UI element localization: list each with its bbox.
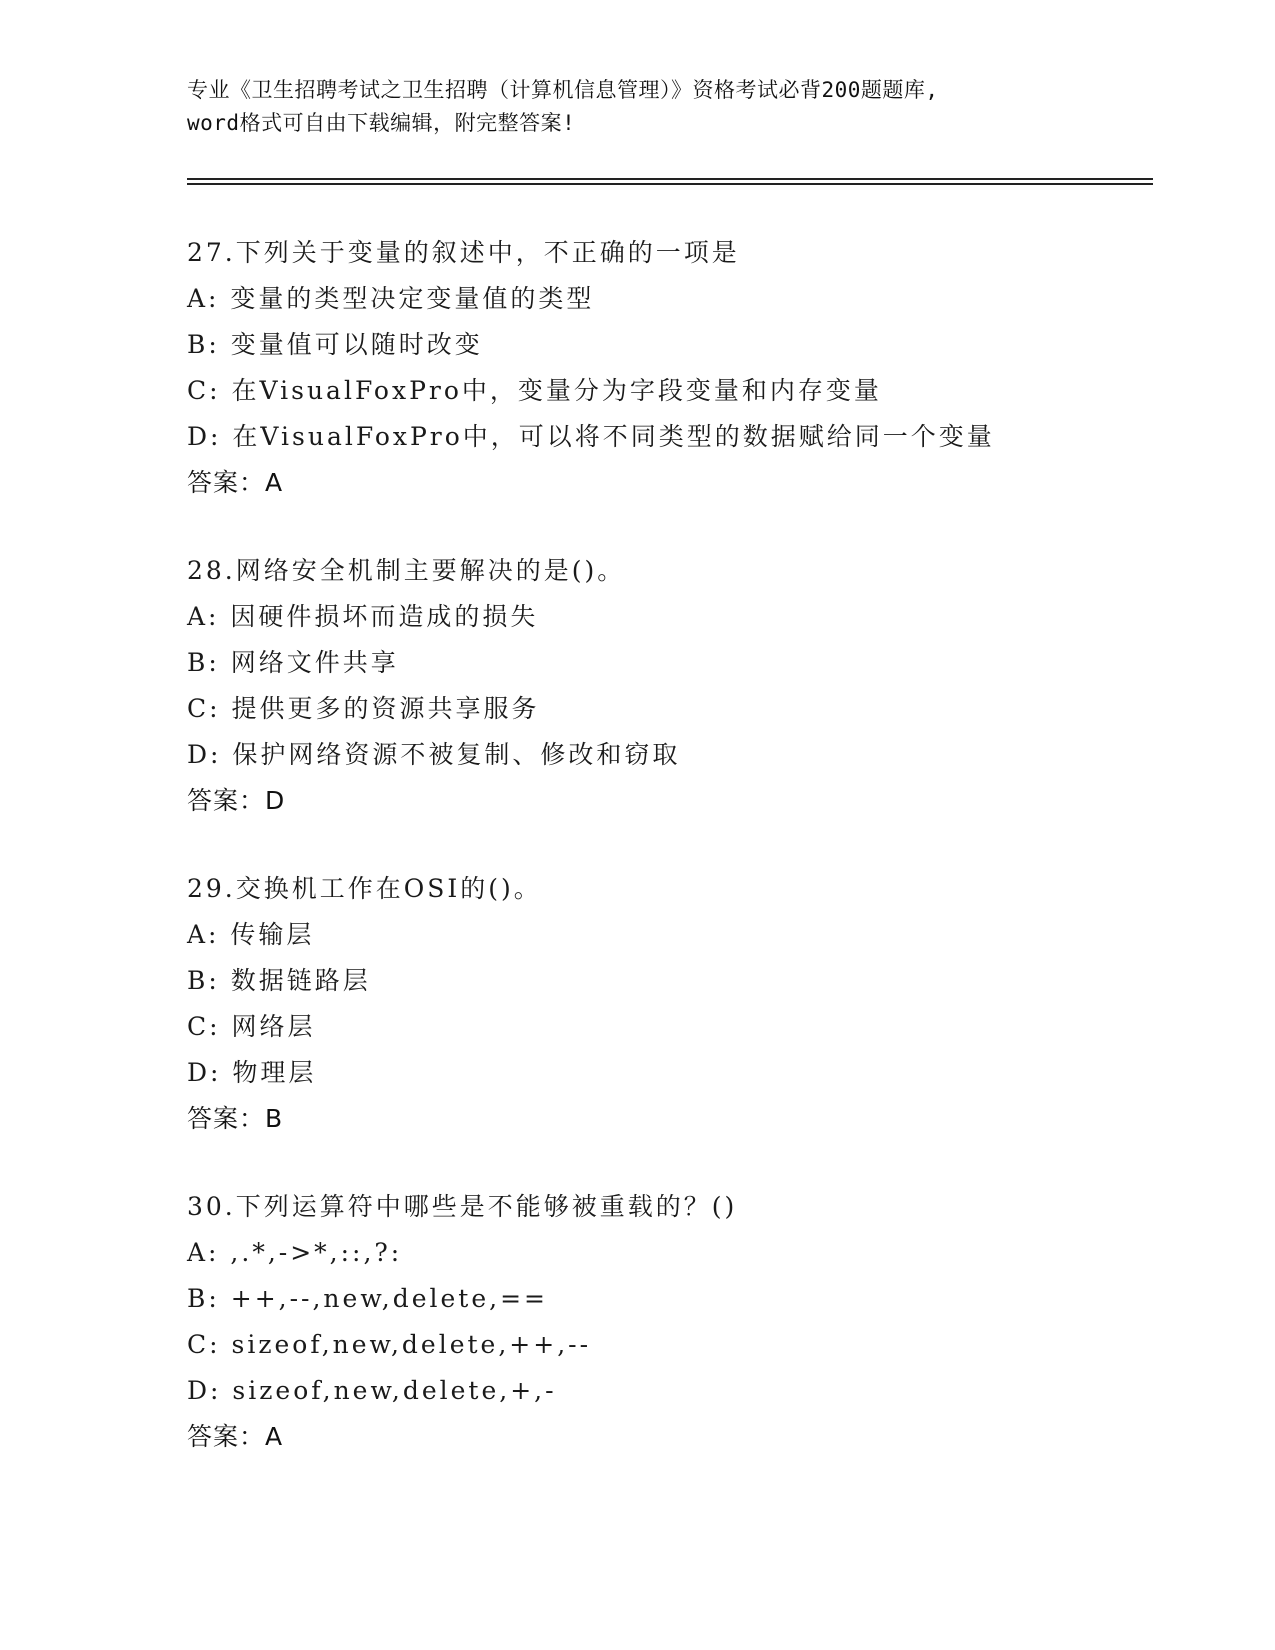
question-title: 30.下列运算符中哪些是不能够被重载的？()	[187, 1192, 738, 1221]
header-divider-bottom	[187, 183, 1153, 185]
option-a: A: 因硬件损坏而造成的损失	[187, 602, 539, 631]
header-line-2: word格式可自由下载编辑，附完整答案!	[187, 111, 576, 135]
option-c: C: 在VisualFoxPro中，变量分为字段变量和内存变量	[187, 376, 882, 405]
option-b: B: ++,--,new,delete,==	[187, 1284, 548, 1313]
answer: 答案：D	[187, 786, 286, 815]
option-d: D: 物理层	[187, 1058, 317, 1087]
option-b: B: 变量值可以随时改变	[187, 330, 483, 359]
question-block	[187, 1184, 1167, 1460]
option-d: D: 在VisualFoxPro中，可以将不同类型的数据赋给同一个变量	[187, 422, 995, 451]
option-c: C: 网络层	[187, 1012, 316, 1041]
option-a: A: 变量的类型决定变量值的类型	[187, 284, 595, 313]
question-block	[187, 230, 1167, 506]
option-b: B: 数据链路层	[187, 966, 371, 995]
option-b: B: 网络文件共享	[187, 648, 399, 677]
option-a: A: ,.*,->*,::,?:	[187, 1238, 403, 1267]
question-block	[187, 866, 1167, 1142]
header-line-1: 专业《卫生招聘考试之卫生招聘（计算机信息管理）》资格考试必背200题题库,	[187, 78, 939, 102]
option-c: C: 提供更多的资源共享服务	[187, 694, 540, 723]
option-a: A: 传输层	[187, 920, 315, 949]
option-d: D: sizeof,new,delete,+,-	[187, 1376, 557, 1405]
question-block	[187, 548, 1167, 824]
document-header	[187, 74, 1087, 140]
answer: 答案：A	[187, 1422, 284, 1451]
question-title: 27.下列关于变量的叙述中，不正确的一项是	[187, 238, 740, 267]
answer: 答案：A	[187, 468, 284, 497]
question-title: 28.网络安全机制主要解决的是()。	[187, 556, 626, 585]
header-divider-top	[187, 178, 1153, 180]
option-c: C: sizeof,new,delete,++,--	[187, 1330, 592, 1359]
question-title: 29.交换机工作在OSI的()。	[187, 874, 542, 903]
option-d: D: 保护网络资源不被复制、修改和窃取	[187, 740, 681, 769]
answer: 答案：B	[187, 1104, 284, 1133]
